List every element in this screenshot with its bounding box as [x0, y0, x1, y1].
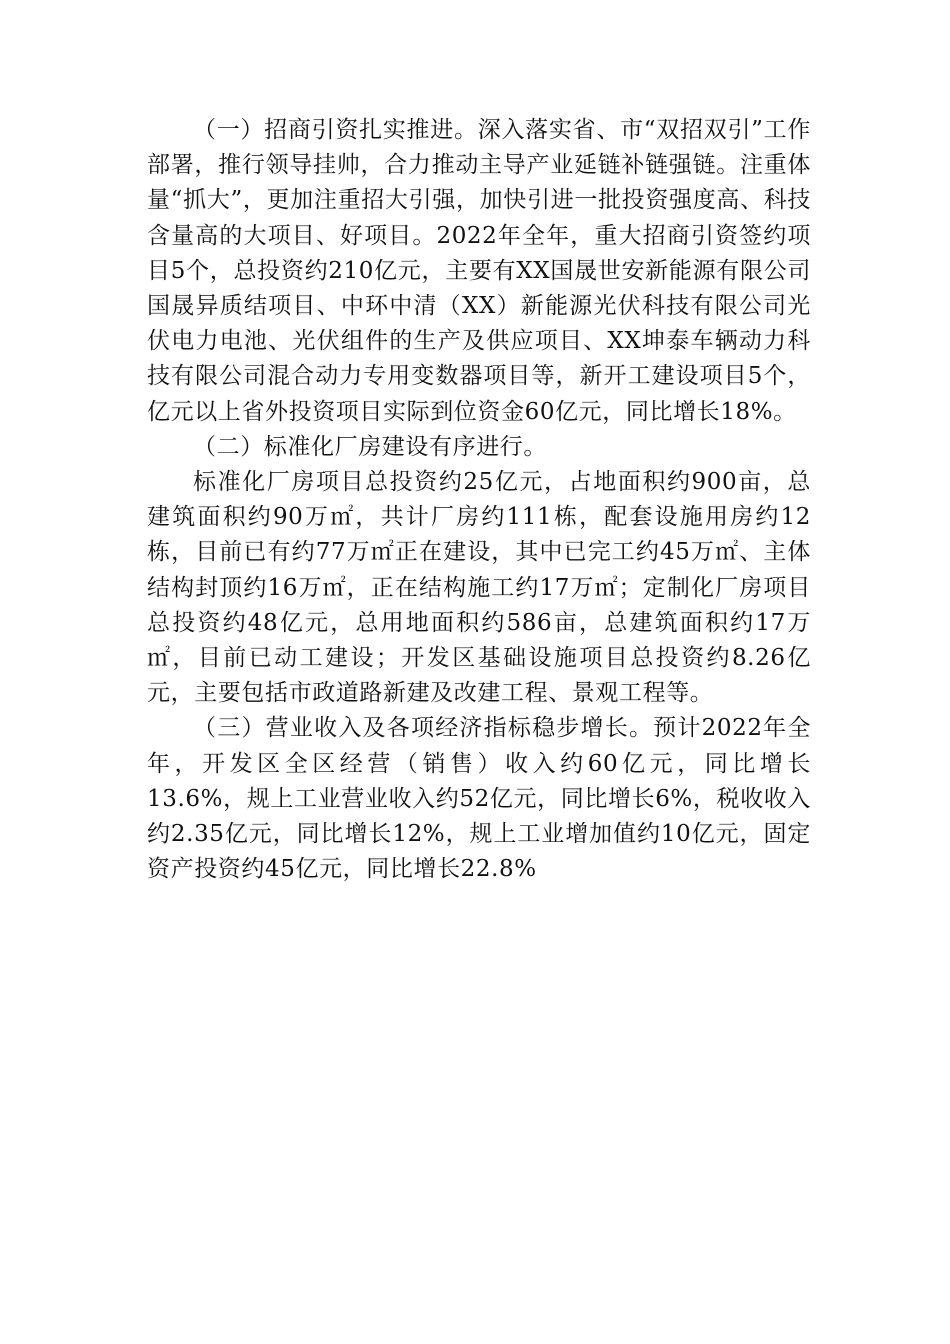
- document-body: [147, 113, 811, 887]
- paragraph-standard-factory-heading: （二）标准化厂房建设有序进行。: [193, 433, 547, 460]
- paragraph-economic-indicators: （三）营业收入及各项经济指标稳步增长。预计2022年全年，开发区全区经营（销售）收入约60亿元，同比增长13.6%，规上工业营业收入约52亿元，同比增长6%，税收收入约2.35亿元，同比增长12%，规上工业增加值约10亿元，固定资产投资约45亿元，同比增长22.8%: [147, 715, 811, 883]
- paragraph-standard-factory-details: 标准化厂房项目总投资约25亿元，占地面积约900亩，总建筑面积约90万㎡，共计厂房约111栋，配套设施用房约12栋，目前已有约77万㎡正在建设，其中已完工约45万㎡、主体结构封顶约16万㎡，正在结构施工约17万㎡；定制化厂房项目总投资约48亿元，总用地面积约586亩，总建筑面积约17万㎡，目前已动工建设；开发区基础设施项目总投资约8.26亿元，主要包括市政道路新建及改建工程、景观工程等。: [147, 469, 811, 707]
- paragraph-investment-attraction: （一）招商引资扎实推进。深入落实省、市“双招双引”工作部署，推行领导挂帅，合力推动主导产业延链补链强链。注重体量“抓大”，更加注重招大引强，加快引进一批投资强度高、科技含量高的大项目、好项目。2022年全年，重大招商引资签约项目5个，总投资约210亿元，主要有XX国晟世安新能源有限公司国晟异质结项目、中环中清（XX）新能源光伏科技有限公司光伏电力电池、光伏组件的生产及供应项目、XX坤泰车辆动力科技有限公司混合动力专用变数器项目等，新开工建设项目5个，亿元以上省外投资项目实际到位资金60亿元，同比增长18%。: [147, 117, 811, 425]
